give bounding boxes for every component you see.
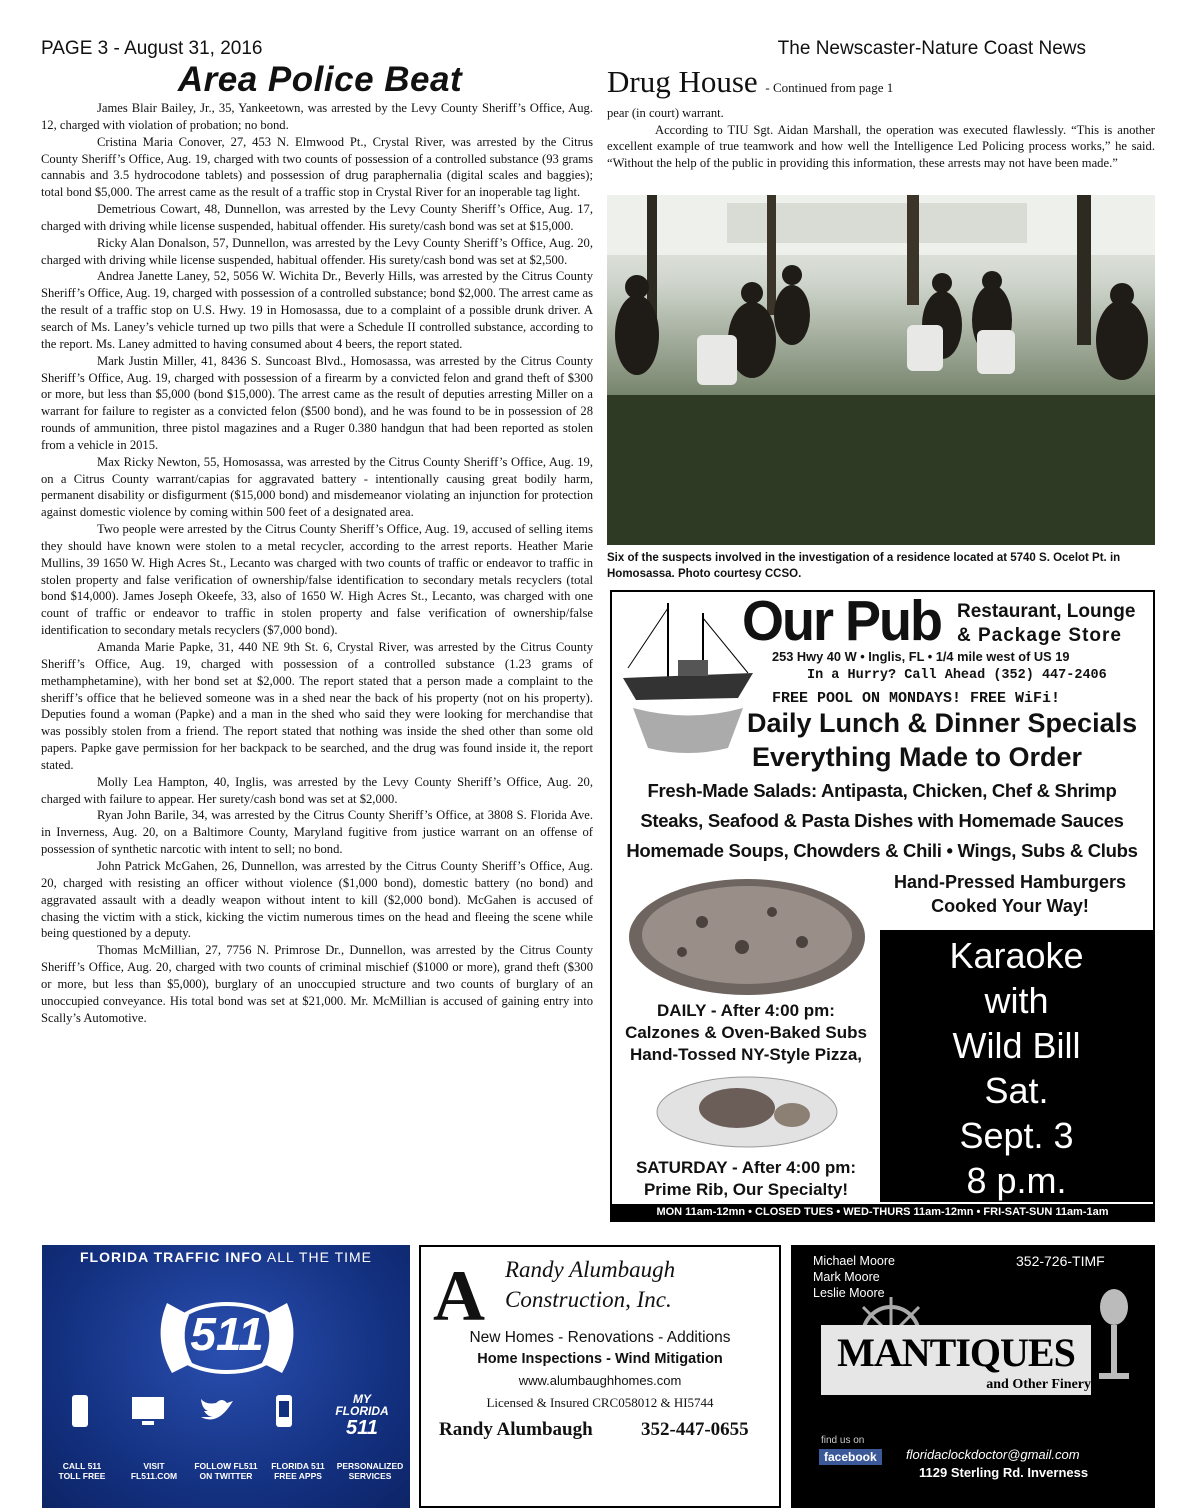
company-name-line: Randy Alumbaugh [505,1257,676,1282]
traffic-item [191,1461,261,1481]
traffic-item-line1: FOLLOW FL511 [194,1461,258,1471]
facebook-badge[interactable]: facebook [819,1449,882,1465]
myflorida-511-number: 511 [346,1417,378,1439]
myflorida-511-logo [332,1392,392,1439]
find-us-label: find us on [821,1435,865,1446]
pub-saturday [612,1157,880,1201]
police-beat-paragraph: Amanda Marie Papke, 31, 440 NE 9th St. 6, Crystal River, was arrested by the Citrus County Sheriff’s Office, Aug. 19, charged with possession of a controlled substance (1.23 grams of methamphetamine), with her bond set at $2,000. The report stated that a person made a complaint to the sheriff’s office that he believed someone was in a shed near the back of his property (not on his property). Deputies found a woman (Papke) and a man in the shed who said they were looking for merchandise that was possibly stolen from a friend. The report stated that nothing was inside the shed other than some old papers. Papke gave permission for her backpack to be searched, and the drug was found inside it, the report stated. [41,640,593,772]
traffic-headline [42,1249,410,1265]
police-beat-paragraph: Andrea Janette Laney, 52, 5056 W. Wichita Dr., Beverly Hills, was arrested by the Citrus County Sheriff’s Office, Aug. 19, charged with possession of a controlled substance; bond $2,000. The arrest came as the result of a traffic stop on U.S. Hwy. 19 in Homosassa, due to a complaint of a possible drunk driver. A search of Ms. Laney’s vehicle turned up two pills that were a Schedule II controlled substance, according to the report. Ms. Laney admitted to having consumed about 4 beers, the report stated. [41,269,594,351]
continued-note: - Continued from page 1 [765,80,894,95]
pub-hours: MON 11am-12mn • CLOSED TUES • WED-THURS 11am-12mn • FRI-SAT-SUN 11am-1am [612,1204,1153,1220]
pub-name: Our Pub [742,589,941,653]
paper-name: The Newscaster-Nature Coast News [777,38,1086,59]
pub-daily-line: Hand-Tossed NY-Style Pizza, [629,1045,863,1064]
mantiques-address: 1129 Sterling Rd. Inverness [919,1465,1089,1480]
owner-name: Michael Moore [813,1254,895,1268]
pub-menu-line: Steaks, Seafood & Pasta Dishes with Homemade Sauces [640,810,1124,831]
karaoke-box [880,930,1153,1202]
police-beat-paragraph: Ricky Alan Donalson, 57, Dunnellon, was arrested by the Levy County Sheriff’s Office, Aug. 20, charged with driving while license suspended, habitual offender. His surety/cash bond was set at $2,500. [41,235,593,267]
pub-daily-line: Calzones & Oven-Baked Subs [625,1023,867,1042]
police-beat-paragraph: Ryan John Barile, 34, was arrested by the Citrus County Sheriff’s Office, at 3808 S. Florida Ave. in Inverness, Aug. 20, on a Baltimore County, Maryland fugitive from justice warrant on an offense of possession of synthetic narcotic with intent to sell; no bond. [41,808,593,857]
traffic-item [335,1461,405,1481]
karaoke-line: Karaoke [949,935,1084,976]
police-beat-paragraph: Molly Lea Hampton, 40, Inglis, was arrested by the Levy County Sheriff’s Office, Aug. 20, charged with failure to appear. Her surety/cash bond was set at $2,000. [41,774,593,806]
pub-address: 253 Hwy 40 W • Inglis, FL • 1/4 mile west of US 19 [772,649,1070,664]
traffic-headline-light: ALL THE TIME [266,1249,373,1265]
prime-rib-image [652,1070,842,1150]
drug-house-paragraph: According to TIU Sgt. Aidan Marshall, the operation was executed flawlessly. “This is another excellent example of true teamwork and how well the Intelligence Led Policing process works,” he said. “Without the help of the public in providing this information, these arrests may not have been made.” [607,122,1155,170]
pub-burgers-line: Hand-Pressed Hamburgers [893,872,1127,892]
karaoke-line: Sept. 3 [959,1115,1074,1156]
page-date: PAGE 3 - August 31, 2016 [41,38,263,59]
randy-alumbaugh-ad [419,1245,781,1508]
owner-name: Leslie Moore [813,1286,885,1300]
karaoke-line: 8 p.m. [966,1160,1067,1201]
pub-specials: Daily Lunch & Dinner Specials [747,708,1138,738]
pub-menu-line: Homemade Soups, Chowders & Chili • Wings, Subs & Clubs [626,840,1138,861]
myflorida-label: MY FLORIDA [335,1392,389,1418]
police-beat-paragraph: Thomas McMillian, 27, 7756 N. Primrose Dr., Dunnellon, was arrested by the Citrus County Sheriff’s Office, Aug. 20, charged with two counts of criminal mischief ($1000 or more), grand theft ($300 or more, but less than $5,000), burglary of an unoccupied structure and two counts of burglary of an unoccupied conveyance. His total bond was set at $21,000. Mr. McMillian is accused of gaining entry into Scally’s Automotive. [41,943,593,1025]
pub-menu-line: Fresh-Made Salads: Antipasta, Chicken, Chef & Shrimp [647,780,1117,801]
traffic-item-line1: PERSONALIZED [336,1461,404,1471]
karaoke-line: Wild Bill [952,1025,1081,1066]
karaoke-line: with [984,980,1049,1021]
company-name-line: Construction, Inc. [505,1287,672,1312]
police-beat-paragraph: Cristina Maria Conover, 27, 453 N. Elmwood Pt., Crystal River, was arrested by the Citrus County Sheriff’s Office, Aug. 19, charged with two counts of possession of a controlled substance (93 grams cannabis and 3.5 hydrocodone tablets) and possession of drug paraphernalia (digital scales and baggies); total bond $5,000. The arrest came as the result of a traffic stop in Crystal River for an inoperable tag light. [41,134,593,200]
construction-logo: A [433,1256,485,1336]
pub-subtitle [957,600,1135,648]
pub-subtitle-line: Restaurant, Lounge [957,601,1136,622]
company-name [505,1255,675,1315]
traffic-item-line2: TOLL FREE [58,1471,106,1481]
police-beat-paragraph: Two people were arrested by the Citrus County Sheriff’s Office, Aug. 19, accused of selling items they should have known were stolen to a metal recycler, according to the arrest reports. Heather Marie Mullins, 39 1650 W. High Acres St., Lecanto was charged with two counts of traffic or endeavor to traffic in stolen property and false verification of ownership/false identification to secondary metals recyclers (total bond $14,000). James Joseph Okeefe, 33, also of 1650 W. High Acres St., Lecanto, was charged with one count of traffic or endeavor to traffic in stolen property and false verification of ownership/false identification to secondary metals recyclers ($7,000 bond). [41,522,593,638]
pub-burgers-line: Cooked Your Way! [931,896,1089,916]
traffic-item-line1: VISIT [143,1461,165,1471]
suspects-photo [607,195,1155,545]
pub-call-ahead: In a Hurry? Call Ahead (352) 447-2406 [807,668,1107,683]
pub-saturday-line: Prime Rib, Our Specialty! [643,1180,849,1199]
pub-daily [612,1000,880,1066]
microphone-icon [1089,1285,1139,1385]
police-beat-paragraph: James Blair Bailey, Jr., 35, Yankeetown, was arrested by the Levy County Sheriff’s Office, Aug. 12, charged with violation of probation; no bond. [41,101,593,132]
pub-daily-line: DAILY - After 4:00 pm: [657,1001,835,1020]
police-beat-paragraph: John Patrick McGahen, 26, Dunnellon, was arrested by the Citrus County Sheriff’s Office, Aug. 20, charged with resisting an officer without violence ($1,000 bond), domestic battery (no bond) and aggravated assault with a deadly weapon without intent to kill ($2,000 bond). McGahen is accused of chasing the victim with a stick, kicking the victim numerous times on the head and fleeing the scene while being questioned by a deputy. [41,858,593,941]
drug-house-paragraph: pear (in court) warrant. [607,106,724,120]
traffic-item-line2: FL511.COM [130,1471,178,1481]
fishing-boat-illustration [618,598,758,758]
traffic-item [119,1461,189,1481]
karaoke-line: Sat. [984,1070,1049,1111]
mantiques-email[interactable]: floridaclockdoctor@gmail.com [906,1447,1080,1462]
mantiques-logo: MANTIQUES [821,1325,1091,1395]
traffic-item-line2: SERVICES [348,1471,392,1481]
pizza-image [622,872,872,1002]
drug-house-title [607,64,893,100]
police-beat-paragraph: Mark Justin Miller, 41, 8436 S. Suncoast Blvd., Homosassa, was arrested by the Citrus County Sheriff’s Office, Aug. 19, charged with possession of a firearm by a convicted felon and grand theft of $300 or more, but less than $5,000 (bond $15,000). The arrest came as the result of deputies arresting Miller on a warrant for failure to register as a convicted felon ($500 bond), and he was found to be in possession of 28 rounds of ammunition, three pistol magazines and a Ruger 0.380 handgun that had been reported as stolen from a vehicle in 2015. [41,353,593,452]
traffic-icons-row [46,1392,406,1439]
mantiques-ad [791,1245,1155,1508]
drug-house-headline: Drug House [607,64,758,99]
traffic-item [263,1461,333,1481]
contact-phone: 352-447-0655 [641,1419,749,1440]
mantiques-tagline: and Other Finery [986,1377,1091,1392]
traffic-item [47,1461,117,1481]
computer-icon [128,1393,168,1429]
our-pub-ad [610,590,1155,1222]
phone-icon [60,1393,100,1429]
police-beat-title: Area Police Beat [177,60,463,99]
traffic-item-line1: FLORIDA 511 [271,1461,325,1471]
traffic-headline-bold: FLORIDA TRAFFIC INFO [79,1249,263,1265]
mantiques-phone: 352-726-TIMF [1016,1253,1105,1269]
pub-burgers [870,870,1150,918]
smartphone-app-icon [264,1393,304,1429]
twitter-icon [196,1393,236,1429]
owner-names [813,1253,895,1301]
traffic-item-line1: CALL 511 [62,1461,102,1471]
contact-name: Randy Alumbaugh [439,1419,593,1440]
services: New Homes - Renovations - Additions [469,1329,731,1346]
license: Licensed & Insured CRC058012 & HI5744 [486,1395,714,1410]
logo-511: 511 [190,1308,264,1360]
florida-511-ad [42,1245,410,1508]
inspections: Home Inspections - Wind Mitigation [477,1351,723,1367]
police-beat-paragraph: Max Ricky Newton, 55, Homosassa, was arrested by the Citrus County Sheriff’s Office, Aug. 19, on a Citrus County warrant/capias for aggravated battery - intentionally causing great bodily harm, permanent disability or disfigurment ($15,000 bond) and misdemeanor violating an injunction for protection against domestic violence by coming within 500 feet of a designated area. [41,454,593,520]
pub-free-pool: FREE POOL ON MONDAYS! FREE WiFi! [772,690,1061,707]
website: www.alumbaughhomes.com [518,1373,682,1388]
traffic-item-line2: ON TWITTER [199,1471,253,1481]
police-beat-column [41,100,593,1026]
traffic-item-line2: FREE APPS [274,1471,322,1481]
pub-subtitle-line: & Package Store [957,625,1122,646]
traffic-labels-row [46,1461,406,1481]
pub-saturday-line: SATURDAY - After 4:00 pm: [635,1158,857,1177]
owner-name: Mark Moore [813,1270,880,1284]
drug-house-column [607,105,1155,171]
photo-caption: Six of the suspects involved in the investigation of a residence located at 5740 S. Ocelot Pt. in Homosassa. Photo courtesy CCSO. [607,552,1121,580]
pub-made-to-order: Everything Made to Order [752,742,1083,772]
police-beat-paragraph: Demetrious Cowart, 48, Dunnellon, was arrested by the Levy County Sheriff’s Office, Aug. 17, charged with driving while license suspended, habitual offender. His surety/cash bond was set at $15,000. [41,202,593,233]
